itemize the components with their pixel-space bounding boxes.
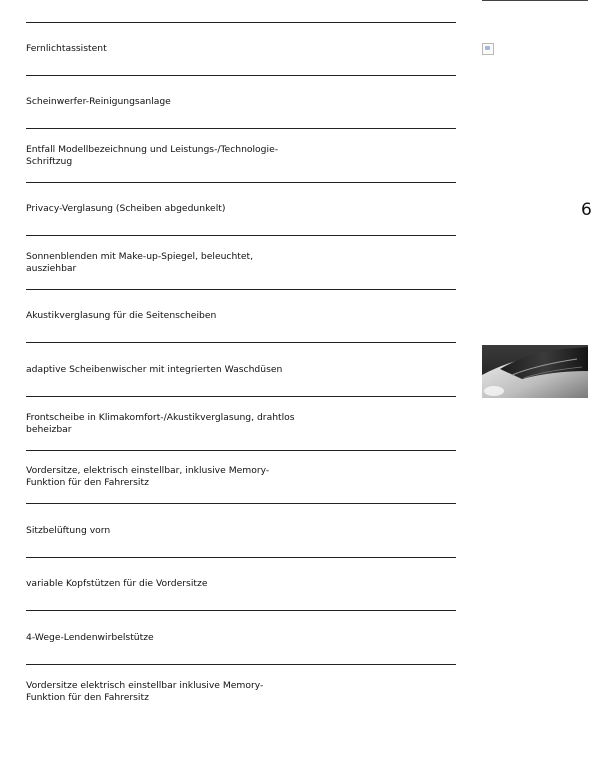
list-item [26,290,456,343]
list-item [26,130,456,183]
feature-label: Entfall Modellbezeichnung und Leistungs-/Technologie-Schriftzug [26,144,279,167]
broken-image-icon [482,43,494,55]
list-item [26,23,456,76]
feature-label: 4-Wege-Lendenwirbelstütze [26,632,154,643]
list-item [26,344,456,397]
list-item [26,451,456,504]
feature-label: Vordersitze elektrisch einstellbar inklusive Memory-Funktion für den Fahrersitz [26,679,264,703]
list-item [26,505,456,558]
page-number: 6 [581,200,592,220]
feature-label: Fernlichtassistent [26,43,107,54]
feature-label: adaptive Scheibenwischer mit integrierten Waschdüsen [26,364,283,375]
list-item [26,398,456,451]
feature-label: Sonnenblenden mit Make-up-Spiegel, beleuchtet, ausziehbar [26,251,254,274]
feature-label: Scheinwerfer-Reinigungsanlage [26,96,171,107]
feature-label: Akustikverglasung für die Seitenscheiben [26,310,217,321]
list-item [26,612,456,665]
list-item [26,76,456,129]
feature-label: Vordersitze, elektrisch einstellbar, inklusive Memory-Funktion für den Fahrersitz [26,465,270,488]
list-item [26,558,456,611]
feature-label: Sitzbelüftung vorn [26,525,111,536]
list-item [26,183,456,236]
feature-label: Frontscheibe in Klimakomfort-/Akustikverglasung, drahtlos beheizbar [26,412,295,435]
list-item [26,237,456,290]
feature-label: variable Kopfstützen für die Vordersitze [26,578,208,589]
image-column-top-divider [482,0,588,1]
feature-label: Privacy-Verglasung (Scheiben abgedunkelt) [26,203,226,214]
car-windshield-photo [482,345,588,398]
list-item [26,665,456,718]
